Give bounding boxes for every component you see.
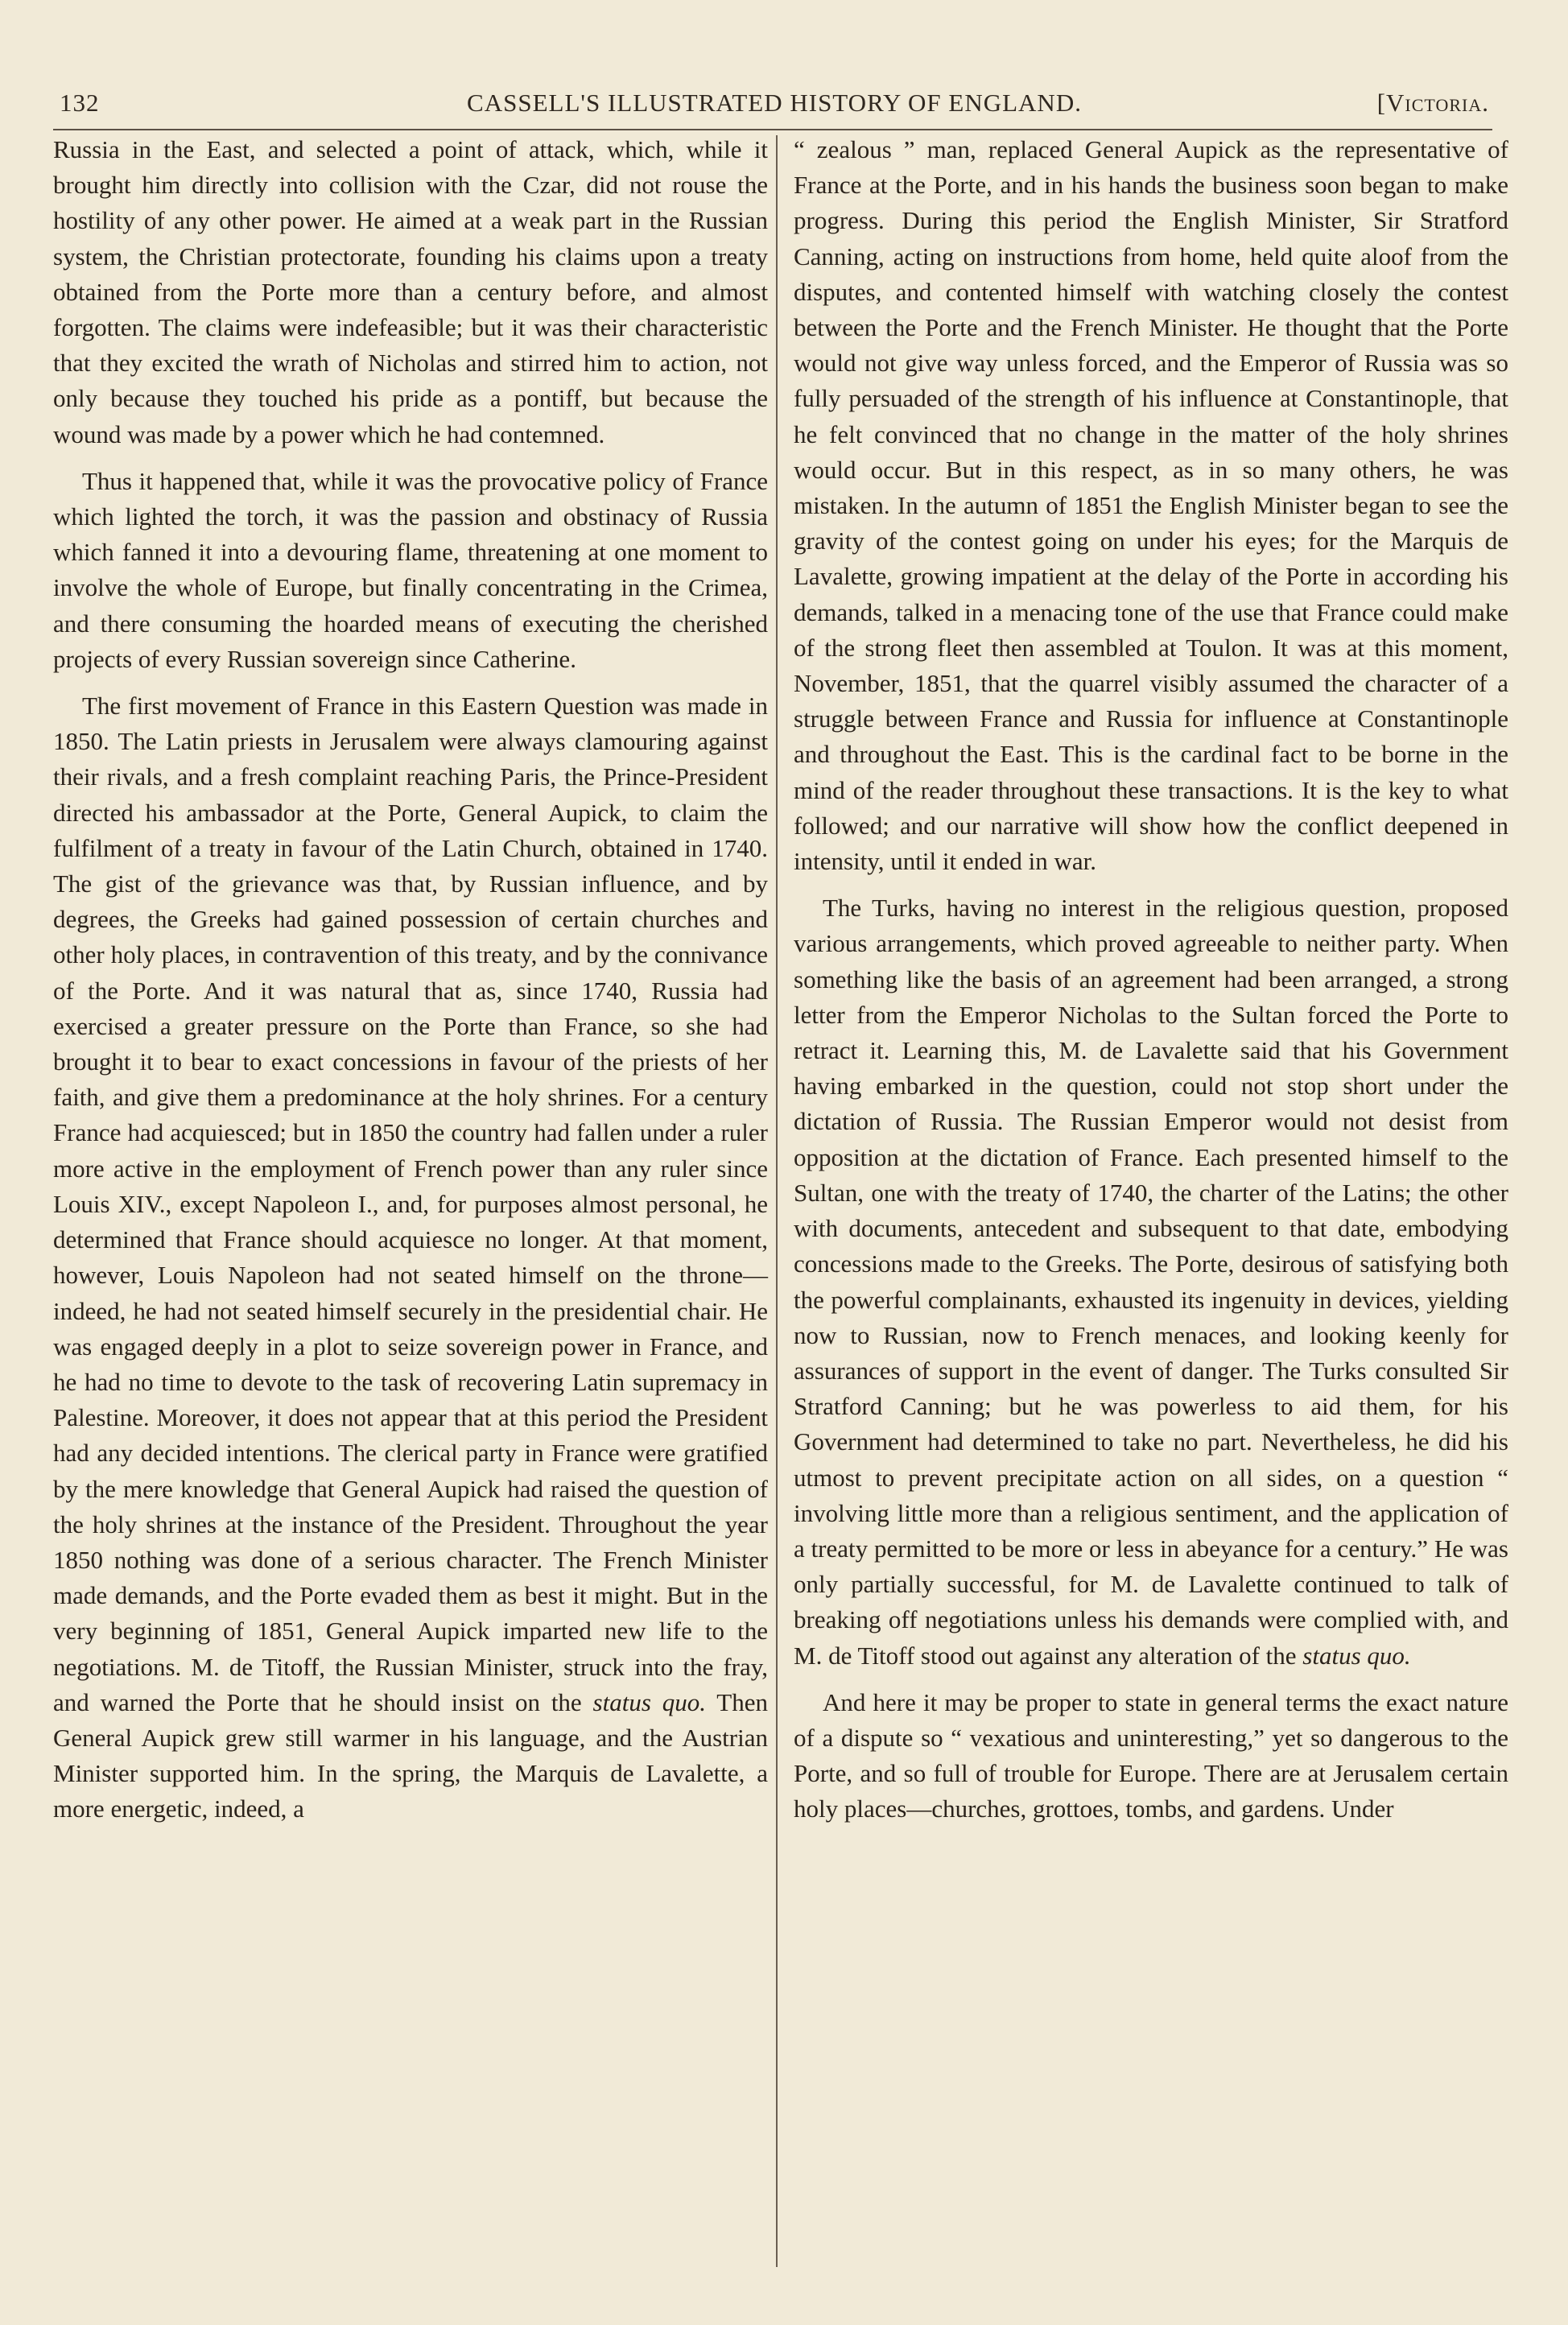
column-divider [776, 135, 778, 2267]
right-column [794, 132, 1508, 1827]
page-number: 132 [60, 89, 100, 117]
paragraph [794, 890, 1508, 1673]
paragraph-text: The Turks, having no interest in the religious question, proposed various arrangements, which proved agreeable to neither party. When something like the basis of an agreement had been arranged, a strong letter from the Emperor Nicholas to the Sultan forced the Porte to retract it. Learning this, M. de Lavalette said that his Government having embarked in the question, could not stop short under the dictation of Russia. The Russian Emperor would not desist from opposition at the dictation of France. Each presented himself to the Sultan, one with the treaty of 1740, the charter of the Latins; the other with documents, antecedent and subsequent to that date, embodying concessions made to the Greeks. The Porte, desirous of satisfying both the powerful complainants, exhausted its ingenuity in devices, yielding now to Russian, now to French menaces, and looking keenly for assurances of support in the event of danger. The Turks consulted Sir Stratford Canning; but he was powerless to aid them, for his Government had determined to take no part. Nevertheless, he did his utmost to prevent precipitate action on all sides, on a question “ involving little more than a religious sentiment, and the application of a treaty permitted to be more or less in abeyance for a century.” He was only partially successful, for M. de Lavalette continued to talk of breaking off negotiations unless his demands were complied with, and M. de Titoff stood out against any alteration of the [794, 894, 1508, 1670]
paragraph-text: The first movement of France in this Eastern Question was made in 1850. The Latin priests in Jerusalem were always clamouring against their rivals, and a fresh complaint reaching Paris, the Prince-President directed his ambassador at the Porte, General Aupick, to claim the fulfilment of a treaty in favour of the Latin Church, obtained in 1740. The gist of the grievance was that, by Russian influence, and by degrees, the Greeks had gained possession of certain churches and other holy places, in contravention of this treaty, and by the connivance of the Porte. And it was natural that as, since 1740, Russia had exercised a greater pressure on the Porte than France, so she had brought it to bear to exact concessions in favour of the priests of her faith, and give them a predominance at the holy shrines. For a century France had acquiesced; but in 1850 the country had fallen under a ruler more active in the employment of French power than any ruler since Louis XIV., except Napoleon I., and, for purposes almost personal, he determined that France should acquiesce no longer. At that moment, however, Louis Napoleon had not seated himself on the throne—indeed, he had not seated himself securely in the presidential chair. He was engaged deeply in a plot to seize sovereign power in France, and he had no time to devote to the task of recovering Latin supremacy in Palestine. Moreover, it does not appear that at this period the President had any decided intentions. The clerical party in France were gratified by the mere knowledge that General Aupick had raised the question of the holy shrines at the instance of the President. Throughout the year 1850 nothing was done of a serious character. The French Minister made demands, and the Porte evaded them as best it might. But in the very beginning of 1851, General Aupick imparted new life to the negotiations. M. de Titoff, the Russian Minister, struck into the fray, and warned the Porte that he should insist on the [53, 692, 768, 1716]
section-label: [Victoria. [1376, 89, 1489, 117]
header-rule [53, 129, 1492, 130]
italic-phrase: status quo. [1302, 1641, 1411, 1670]
paragraph: Thus it happened that, while it was the provocative policy of France which lighted the torch, it was the passion and obstinacy of Russia which fanned it into a devouring flame, threatening at one moment to involve the whole of Europe, but finally concentrating in the Crimea, and there consuming the hoarded means of executing the cherished projects of every Russian sovereign since Catherine. [53, 466, 768, 673]
running-title: CASSELL'S ILLUSTRATED HISTORY OF ENGLAND. [467, 89, 1082, 117]
paragraph: And here it may be proper to state in general terms the exact nature of a dispute so “ vexatious and uninteresting,” yet so dangerous to the Porte, and so full of trouble for Europe. There are at Jerusalem certain holy places—churches, grottoes, tombs, and gardens. Under [794, 1687, 1508, 1823]
italic-phrase: status quo. [592, 1687, 706, 1716]
paragraph: “ zealous ” man, replaced General Aupick as the representative of France at the Porte, and in his hands the business soon began to make progress. During this period the English Minister, Sir Stratford Canning, acting on instructions from home, held quite aloof from the disputes, and contented himself with watching closely the contest between the Porte and the French Minister. He thought that the Porte would not give way unless forced, and the Emperor of Russia was so fully persuaded of the strength of his influence at Constantinople, that he felt convinced that no change in the matter of the holy shrines would occur. But in this respect, as in so many others, he was mistaken. In the autumn of 1851 the English Minister began to see the gravity of the contest going on under his eyes; for the Marquis de Lavalette, growing impatient at the delay of the Porte in according his demands, talked in a menacing tone of the use that France could make of the strong fleet then assembled at Toulon. It was at this moment, November, 1851, that the quarrel visibly assumed the character of a struggle between France and Russia for influence at Constantinople and throughout the East. This is the cardinal fact to be borne in the mind of the reader throughout these transactions. It is the key to what followed; and our narrative will show how the conflict deepened in intensity, until it ended in war. [794, 135, 1508, 876]
paragraph [53, 688, 768, 1827]
paragraph: Russia in the East, and selected a point of attack, which, while it brought him directly into collision with the Czar, did not rouse the hostility of any other power. He aimed at a weak part in the Russian system, the Christian protectorate, founding his claims upon a treaty obtained from the Porte more than a century before, and almost forgotten. The claims were indefeasible; but it was their characteristic that they excited the wrath of Nicholas and stirred him to action, not only because they touched his pride as a pontiff, but because the wound was made by a power which he had contemned. [53, 135, 768, 448]
page-header [60, 84, 1489, 124]
paragraph-text: Then General Aupick grew still warmer in his language, and the Austrian Minister supported him. In the spring, the Marquis de Lavalette, a more energetic, indeed, a [53, 1687, 768, 1823]
left-column [53, 132, 768, 1827]
